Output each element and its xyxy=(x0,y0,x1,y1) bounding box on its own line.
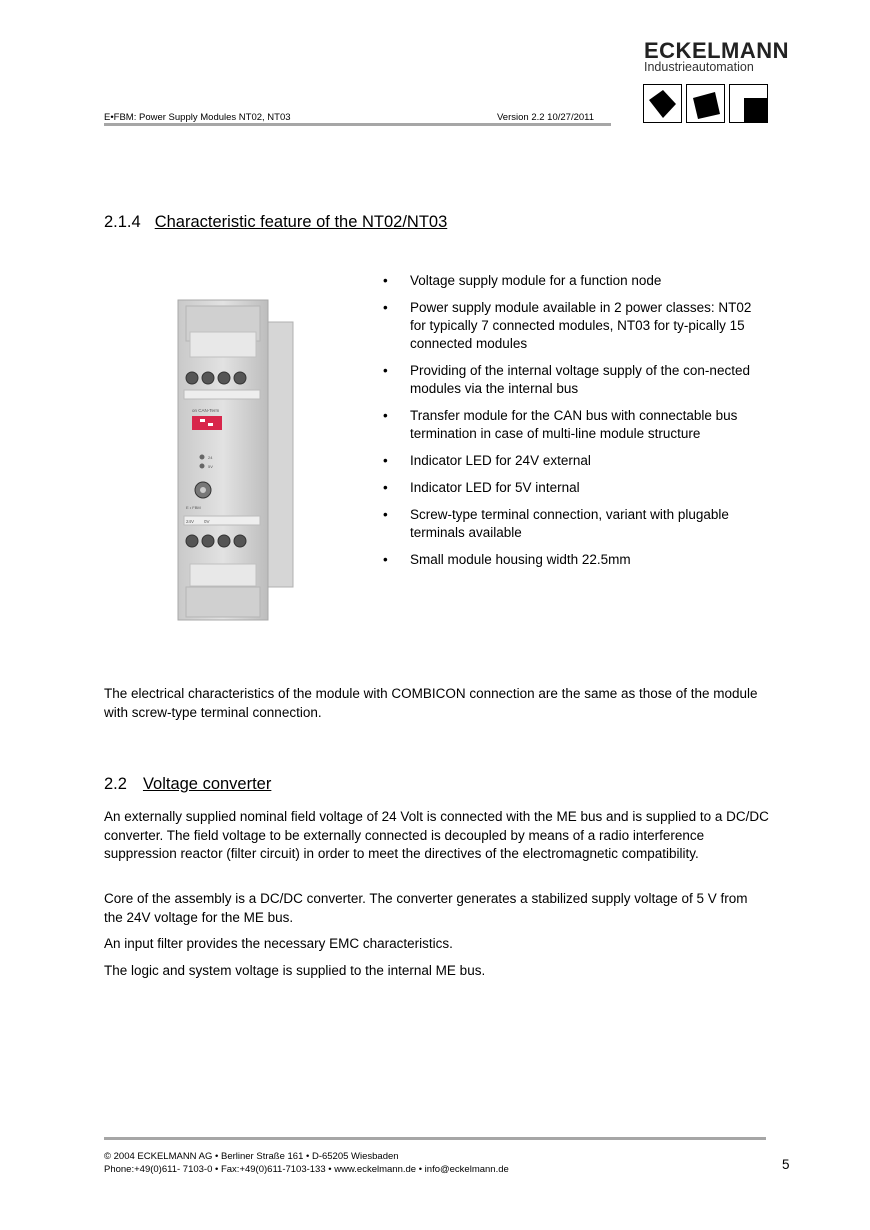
footer-address: © 2004 ECKELMANN AG • Berliner Straße 161 • D-65205 Wiesbaden xyxy=(104,1151,399,1162)
list-item: • Indicator LED for 5V internal xyxy=(383,480,580,495)
footer-contact: Phone:+49(0)611- 7103-0 • Fax:+49(0)611-7103-133 • www.eckelmann.de • info@eckelmann.de xyxy=(104,1164,509,1175)
list-item: • Voltage supply module for a function node xyxy=(383,273,662,288)
header-rule xyxy=(104,123,611,126)
company-logo-squares xyxy=(643,84,768,124)
section-title: Voltage converter xyxy=(142,775,272,793)
list-item: • Transfer module for the CAN bus with connectable bus termination in case of multi-line module structure xyxy=(383,408,738,441)
section-number: 2.1.4 xyxy=(104,213,141,231)
footer-rule xyxy=(104,1137,766,1140)
list-item: • Indicator LED for 24V external xyxy=(383,453,591,468)
header-version: Version 2.2 10/27/2011 xyxy=(497,112,595,123)
company-logo-subtitle: Industrieautomation xyxy=(644,60,754,74)
terminal-0v-label: 0V xyxy=(204,519,210,524)
combicon-paragraph: The electrical characteristics of the module with COMBICON connection are the same as those of the module with screw-type terminal connection. xyxy=(104,686,758,720)
list-item: • Power supply module available in 2 power classes: NT02 for typically 7 connected modules, NT03 for ty-pically 15 connected modules xyxy=(383,300,752,351)
terminal-24v-label: 24V xyxy=(186,519,195,524)
list-item: • Providing of the internal voltage supply of the con-nected modules via the internal bus xyxy=(383,363,750,396)
body-paragraph: An externally supplied nominal field voltage of 24 Volt is connected with the ME bus and is supplied to a DC/DC converter. The field voltage to be externally connected is decoupled by means of a radio interference suppression reactor (filter circuit) in order to meet the directives of the electromagnetic compatibility. xyxy=(104,809,769,861)
section-title: Characteristic feature of the NT02/NT03 xyxy=(154,213,448,231)
company-logo-name: ECKELMANN xyxy=(644,38,790,63)
header-document-title: E•FBM: Power Supply Modules NT02, NT03 xyxy=(104,112,291,123)
page-number: 5 xyxy=(782,1157,790,1172)
power-supply-module-image xyxy=(168,292,303,627)
list-item: • Small module housing width 22.5mm xyxy=(383,552,631,567)
body-paragraph: An input filter provides the necessary EMC characteristics. xyxy=(104,936,453,951)
section-heading-2-1-4 xyxy=(104,213,447,232)
section-heading-2-2 xyxy=(104,775,271,794)
model-label: E • FBM xyxy=(186,505,201,510)
body-paragraph: The logic and system voltage is supplied to the internal ME bus. xyxy=(104,963,486,978)
feature-list xyxy=(383,272,763,578)
list-item: • Screw-type terminal connection, variant with plugable terminals available xyxy=(383,507,729,540)
section-number: 2.2 xyxy=(104,775,127,793)
led-24v-label: 24 xyxy=(208,455,213,460)
can-term-label: on CAN-Term xyxy=(192,408,220,413)
body-paragraph: Core of the assembly is a DC/DC converter. The converter generates a stabilized supply voltage of 5 V from the 24V voltage for the ME bus. xyxy=(104,891,748,925)
led-5v-label: 5V xyxy=(208,464,213,469)
